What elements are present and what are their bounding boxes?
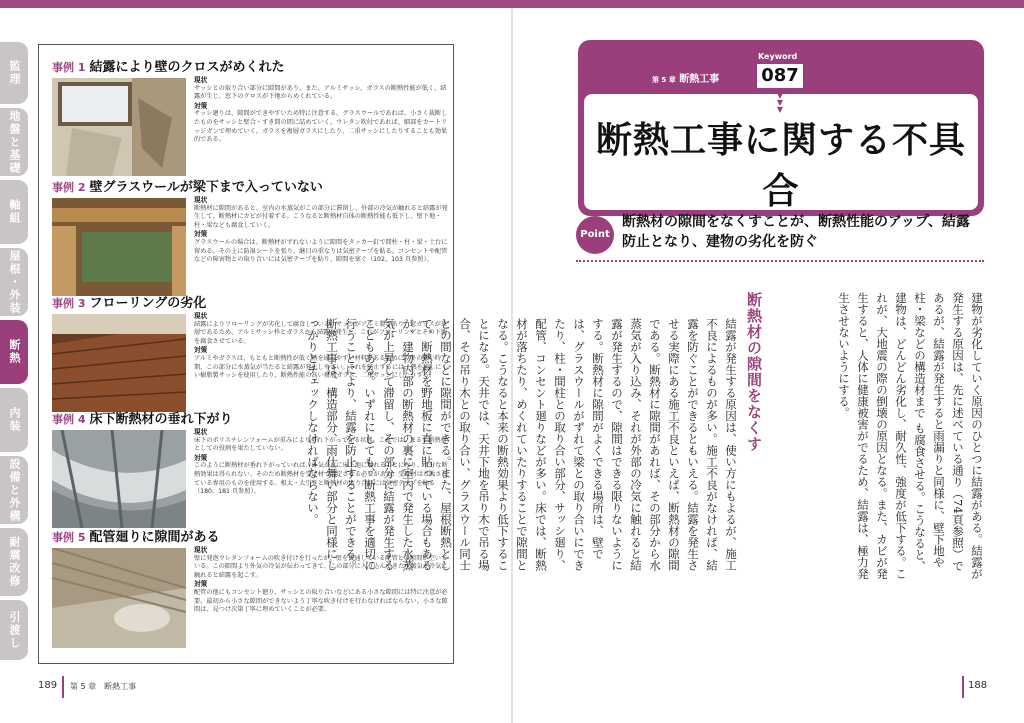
tab-yane[interactable]: 屋根・外装 <box>0 248 28 316</box>
case-text <box>194 196 450 265</box>
left-footer-chapter: 第 5 章 断熱工事 <box>70 682 137 691</box>
right-page-number: 188 <box>968 680 988 691</box>
genjo-text: 床下のポリスチレンフォームが重みにより垂れ下がっている状態。これでは、まるで断熱材としての役割を果たしていない。 <box>194 436 447 453</box>
genjo-text: 結露によりフローリングが劣化して腐食している。サッシがアルミ製であり、窓ガラスが単層であるため、アルミサッシ枠とガラスから結露が発生し、これがフローリングとその下地を腐食させている。 <box>194 320 448 345</box>
taisaku-text: アルミやガラスは、もともと断熱性が低く熱を通しやすい材料であるために、冬の寒い時期、この部分に水蒸気が当たると結露が発生しやすい。それを防止するには、熱を通しにくい樹脂製サッシを使用したり、断熱性能の高い複層ガラス、二重サッシにしたりする。 <box>194 354 448 380</box>
case-text <box>194 76 450 145</box>
right-footer-bar <box>962 676 964 698</box>
case-title-text: 配管廻りに隙間がある <box>89 530 220 545</box>
case-title <box>52 56 285 75</box>
case-title-text: フローリングの劣化 <box>89 296 207 311</box>
page-title: 断熱工事に関する不具合 <box>595 120 966 212</box>
left-page-number: 189 <box>38 680 58 691</box>
tab-kanri[interactable]: 監理 <box>0 42 28 104</box>
genjo-label: 現状 <box>194 428 208 436</box>
case-photo <box>52 430 186 528</box>
dotted-divider <box>576 260 984 262</box>
case-title <box>52 176 323 195</box>
genjo-label: 現状 <box>194 196 208 204</box>
case-title <box>52 292 206 311</box>
case-photo <box>52 198 186 296</box>
taisaku-label: 対策 <box>194 230 208 239</box>
taisaku-text: サッシ廻りは、隙間ができやすいため特に注意する。グラスウールであれば、小さく裁断したものをサッシと壁合・すき間の間に詰めていく。ウレタン吹付であれば、細部をカートリッジガンで埋めていく。ガラスを複層ガラスにしたり、二重サッシにしたりすることも効果的である。 <box>194 110 448 144</box>
keyword-label: Keyword <box>758 52 798 61</box>
point-text: 断熱材の隙間をなくすことが、断熱性能のアップ、結露防止となり、建物の劣化を防ぐ <box>622 214 970 250</box>
chapter-name: 断熱工事 <box>679 74 720 85</box>
taisaku-text: グラスウールの場合は、断熱材がずれないように隙間をタッカー釘で間柱・柱・梁・土台に留める。その上に防湿シートを張り、継目の重なりは気密テープを貼る。コンセントや配管などの障害物との取り合いには気密テープを貼り、隙間を塞ぐ（102、103 頁参照）。 <box>194 238 448 264</box>
chapter-number: 第 5 章 <box>652 76 676 84</box>
tab-setsubi[interactable]: 設備と外構 <box>0 456 28 524</box>
genjo-label: 現状 <box>194 76 208 84</box>
taisaku-text: このように断熱材が垂れ下がっていれば、外気が直に床下地に触れることになり、十分な断熱効果は得られない。そのため断熱材を受け材で固定させる必要がある。受け材は市販されている専用のものを使用する。根太・大引きと断熱材の取り合いには気密テープを貼る（180、181 頁参照）。 <box>194 462 448 496</box>
body-heading: 断熱材の隙間をなくす <box>745 292 763 452</box>
case-title-text: 床下断熱材の垂れ下がり <box>89 412 233 427</box>
tab-taishin[interactable]: 耐震改修 <box>0 528 28 596</box>
down-arrows-icon: ▼ ▼ ▼ <box>776 91 784 114</box>
case-tag: 事例 3 <box>52 297 86 310</box>
keyword-number: 087 <box>757 64 803 88</box>
taisaku-label: 対策 <box>194 101 208 110</box>
tab-dannetsu[interactable]: 断熱 <box>0 320 28 384</box>
point-badge: Point <box>576 216 614 254</box>
case-photo <box>52 78 186 176</box>
case-tag: 事例 5 <box>52 531 86 544</box>
taisaku-label: 対策 <box>194 453 208 462</box>
genjo-text: 壁に発泡ウレタンフォームの吹き付けを行ったが、壁を貫通している配管との隙間が空いている。この隙間より外気の冷気が伝わってきて、この部分に入り込んできた水蒸気が冷気に触れると結露を起こす。 <box>194 554 448 579</box>
case-tag: 事例 2 <box>52 181 86 194</box>
case-tag: 事例 4 <box>52 413 86 426</box>
tab-hikiwatashi[interactable]: 引渡し <box>0 600 28 660</box>
genjo-label: 現状 <box>194 312 208 320</box>
tab-naisou[interactable]: 内装 <box>0 388 28 452</box>
case-tag: 事例 1 <box>52 61 86 74</box>
genjo-text: 断熱材に隙間があると、室内の水蒸気がこの部分に滞留し、外部の冷気が触れると結露が発生して、断熱材にカビが付着する。こうなると断熱材自体の断熱性能も低下し、壁下地・柱・梁なども腐食していく。 <box>194 204 448 229</box>
case-title <box>52 408 233 427</box>
chapter-label <box>652 70 719 85</box>
case-title-text: 結露により壁のクロスがめくれた <box>89 60 285 75</box>
case-title <box>52 526 220 545</box>
genjo-text: サッシとの取り合い部分に隙間があり、また、アルミサッシ、ガラスの断熱性能が低く、結露が生じ、窓下のクロスが下地からめくれている。 <box>194 84 447 101</box>
genjo-label: 現状 <box>194 546 208 554</box>
case-photo <box>52 314 186 412</box>
top-accent-bar <box>0 0 1024 8</box>
tab-jikugumi[interactable]: 軸組 <box>0 180 28 244</box>
taisaku-text: 配管の他にもコンセント廻り、サッシとの取り合いなどにある小さな隙間には特に注意が必要。最初から小さな隙間ができないよう丁寧な吹き付けを行わなければならない。小さな隙間は、見つけ次第丁寧に埋めていくことが必要。 <box>194 588 448 614</box>
tab-jiban[interactable]: 地盤と基礎 <box>0 108 28 176</box>
body-intro: 建物が劣化していく原因のひとつに結露がある。結露が発生する原因は、先に述べている通り（74頁参照）であるが、結露が発生すると雨漏りと同様に、壁下地や柱・梁などの構造材まで も腐食させる。こうなると、建物は、どんどん劣化し、耐久性、強度が低下する。これが、大地震の際の倒壊の原因となる。また、カビが発生すると、人体に健康被害がでるため、結露は、極力発生させないようにする。 <box>837 292 984 580</box>
taisaku-label: 対策 <box>194 346 208 355</box>
left-footer-bar <box>62 676 64 698</box>
case-photo <box>52 548 186 648</box>
body-main: 結露が発生する原因は、使い方にもよるが、施工不良によるものが多い。施工不良がなければ、結露を防ぐことができるともいえる。結露を発生させる実際にある施工不良といえば、断熱材の隙間である。断熱材に隙間があれば、その部分から水蒸気が入り込み、それが外部の冷気に触れると結露が発生するので、隙間はできる限りないようにする。断熱材に隙間がよくできる場所は、壁では、グラスウールがずれて梁との取り合いにできたり、柱・間柱との取り合い部分、サッシ廻り、配管、コンセント廻りなどが多い。床では、断熱材が落ちたり、めくれていたりすることで隙間となる。こうなると本来の断熱効果より低下することになる。天井では、天井下地を吊り木で吊る場合、その吊り木との取り合い、グラスウール同士との間などに隙間ができる。また、屋根断熱として、断熱材を野地板に直に貼っている場合もあるが、建物内部の断熱材の裏に室内で発生した水蒸気が上昇して滞留し、その部分に結露が発生することもある。いずれにしても、断熱工事を適切に行うことにより、結露を防止することができる。断熱工事は、構造部分、雨仕舞い部分と同様にしっかりとチェックしなければならない。 <box>306 318 738 571</box>
taisaku-label: 対策 <box>194 580 208 589</box>
case-title-text: 壁グラスウールが梁下まで入っていない <box>89 180 323 195</box>
